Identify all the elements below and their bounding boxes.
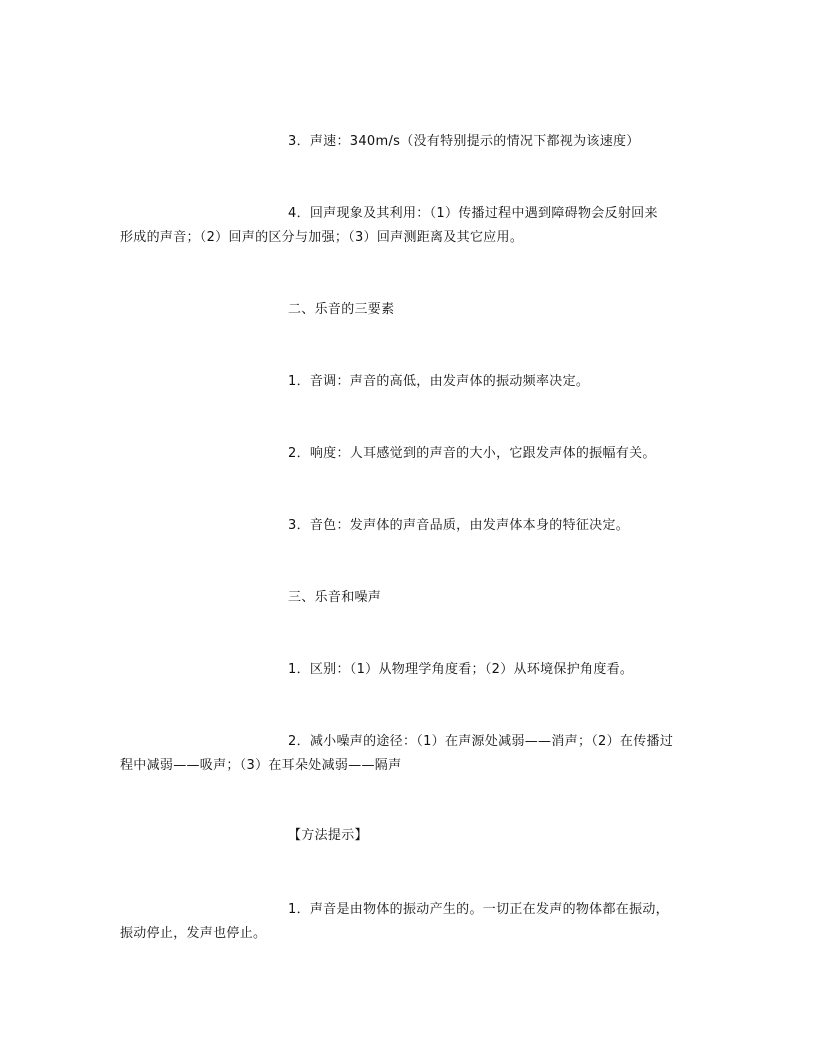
paragraph-vibration bbox=[120, 898, 700, 946]
heading-text: 【方法提示】 bbox=[288, 828, 368, 843]
text-line: 3．音色：发声体的声音品质，由发声体本身的特征决定。 bbox=[288, 518, 630, 533]
text-line: 形成的声音；（2）回声的区分与加强；（3）回声测距离及其它应用。 bbox=[120, 230, 524, 245]
text-line: 4．回声现象及其利用：（1）传播过程中遇到障碍物会反射回来 bbox=[288, 206, 658, 221]
text-line: 3．声速：340m/s（没有特别提示的情况下都视为该速度） bbox=[288, 134, 640, 149]
text-line: 1．声音是由物体的振动产生的。一切正在发声的物体都在振动， bbox=[288, 902, 669, 917]
text-line: 2．减小噪声的途径：（1）在声源处减弱——消声；（2）在传播过 bbox=[288, 734, 674, 749]
text-line: 1．区别：（1）从物理学角度看；（2）从环境保护角度看。 bbox=[288, 662, 634, 677]
text-line: 1．音调：声音的高低，由发声体的振动频率决定。 bbox=[288, 374, 590, 389]
paragraph-echo bbox=[120, 202, 700, 250]
paragraph-loudness bbox=[120, 442, 700, 466]
section-heading-music-noise bbox=[120, 586, 700, 610]
section-heading-three-elements bbox=[120, 298, 700, 322]
heading-text: 三、乐音和噪声 bbox=[288, 590, 382, 605]
section-heading-method-tips bbox=[120, 824, 700, 848]
text-line: 2．响度：人耳感觉到的声音的大小，它跟发声体的振幅有关。 bbox=[288, 446, 656, 461]
paragraph-sound-speed bbox=[120, 130, 700, 154]
text-line: 程中减弱——吸声；（3）在耳朵处减弱——隔声 bbox=[120, 758, 402, 773]
paragraph-noise-reduction bbox=[120, 730, 700, 778]
paragraph-timbre bbox=[120, 514, 700, 538]
paragraph-difference bbox=[120, 658, 700, 682]
paragraph-pitch bbox=[120, 370, 700, 394]
heading-text: 二、乐音的三要素 bbox=[288, 302, 395, 317]
text-line: 振动停止，发声也停止。 bbox=[120, 926, 267, 941]
